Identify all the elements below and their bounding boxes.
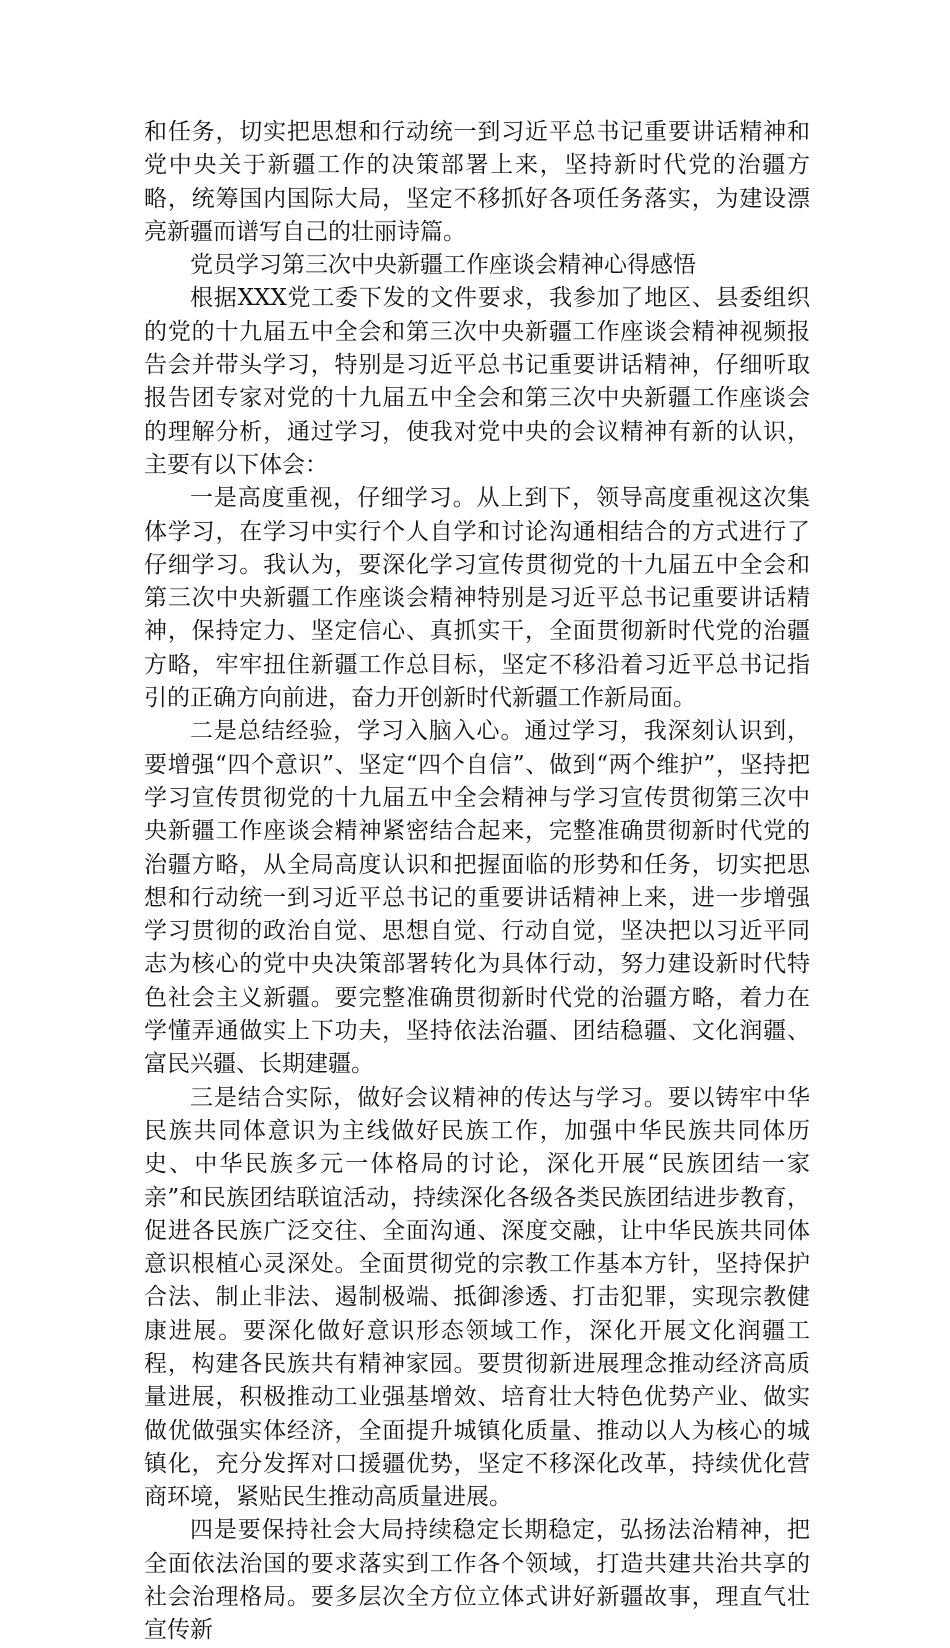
- paragraph-point-4: 四是要保持社会大局持续稳定长期稳定，弘扬法治精神，把全面依法治国的要求落实到工作各个领域，打造共建共治共享的社会治理格局。要多层次全方位立体式讲好新疆故事，理直气壮宣传新: [144, 1517, 810, 1644]
- paragraph-intro: 根据XXX党工委下发的文件要求，我参加了地区、县委组织的党的十九届五中全会和第三次中央新疆工作座谈会精神视频报告会并带头学习，特别是习近平总书记重要讲话精神，仔细听取报告团专家对党的十九届五中全会和第三次中央新疆工作座谈会的理解分析，通过学习，使我对党中央的会议精神有新的认识，主要有以下体会：: [144, 285, 810, 478]
- document-body: [144, 116, 810, 1648]
- paragraph-continuation: 和任务，切实把思想和行动统一到习近平总书记重要讲话精神和党中央关于新疆工作的决策部署上来，坚持新时代党的治疆方略，统筹国内国际大局，坚定不移抓好各项任务落实，为建设漂亮新疆而谱写自己的壮丽诗篇。: [144, 119, 810, 245]
- paragraph-point-1: 一是高度重视，仔细学习。从上到下，领导高度重视这次集体学习，在学习中实行个人自学和讨论沟通相结合的方式进行了仔细学习。我认为，要深化学习宣传贯彻党的十九届五中全会和第三次中央新疆工作座谈会精神特别是习近平总书记重要讲话精神，保持定力、坚定信心、真抓实干，全面贯彻新时代党的治疆方略，牢牢扭住新疆工作总目标，坚定不移沿着习近平总书记指引的正确方向前进，奋力开创新时代新疆工作新局面。: [144, 485, 810, 712]
- paragraph-point-2: 二是总结经验，学习入脑入心。通过学习，我深刻认识到，要增强“四个意识”、坚定“四个自信”、做到“两个维护”，坚持把学习宣传贯彻党的十九届五中全会精神与学习宣传贯彻第三次中央新疆工作座谈会精神紧密结合起来，完整准确贯彻新时代党的治疆方略，从全局高度认识和把握面临的形势和任务，切实把思想和行动统一到习近平总书记的重要讲话精神上来，进一步增强学习贯彻的政治自觉、思想自觉、行动自觉，坚决把以习近平同志为核心的党中央决策部署转化为具体行动，努力建设新时代特色社会主义新疆。要完整准确贯彻新时代党的治疆方略，着力在学懂弄通做实上下功夫，坚持依法治疆、团结稳疆、文化润疆、富民兴疆、长期建疆。: [144, 718, 810, 1078]
- article-title: 党员学习第三次中央新疆工作座谈会精神心得感悟: [190, 252, 696, 279]
- paragraph-point-3: 三是结合实际，做好会议精神的传达与学习。要以铸牢中华民族共同体意识为主线做好民族工作，加强中华民族共同体历史、中华民族多元一体格局的讨论，深化开展“民族团结一家亲”和民族团结联谊活动，持续深化各级各类民族团结进步教育，促进各民族广泛交往、全面沟通、深度交融，让中华民族共同体意识根植心灵深处。全面贯彻党的宗教工作基本方针，坚持保护合法、制止非法、遏制极端、抵御渗透、打击犯罪，实现宗教健康进展。要深化做好意识形态领域工作，深化开展文化润疆工程，构建各民族共有精神家园。要贯彻新进展理念推动经济高质量进展，积极推动工业强基增效、培育壮大特色优势产业、做实做优做强实体经济，全面提升城镇化质量、推动以人为核心的城镇化，充分发挥对口援疆优势，坚定不移深化改革，持续优化营商环境，紧贴民生推动高质量进展。: [144, 1084, 810, 1511]
